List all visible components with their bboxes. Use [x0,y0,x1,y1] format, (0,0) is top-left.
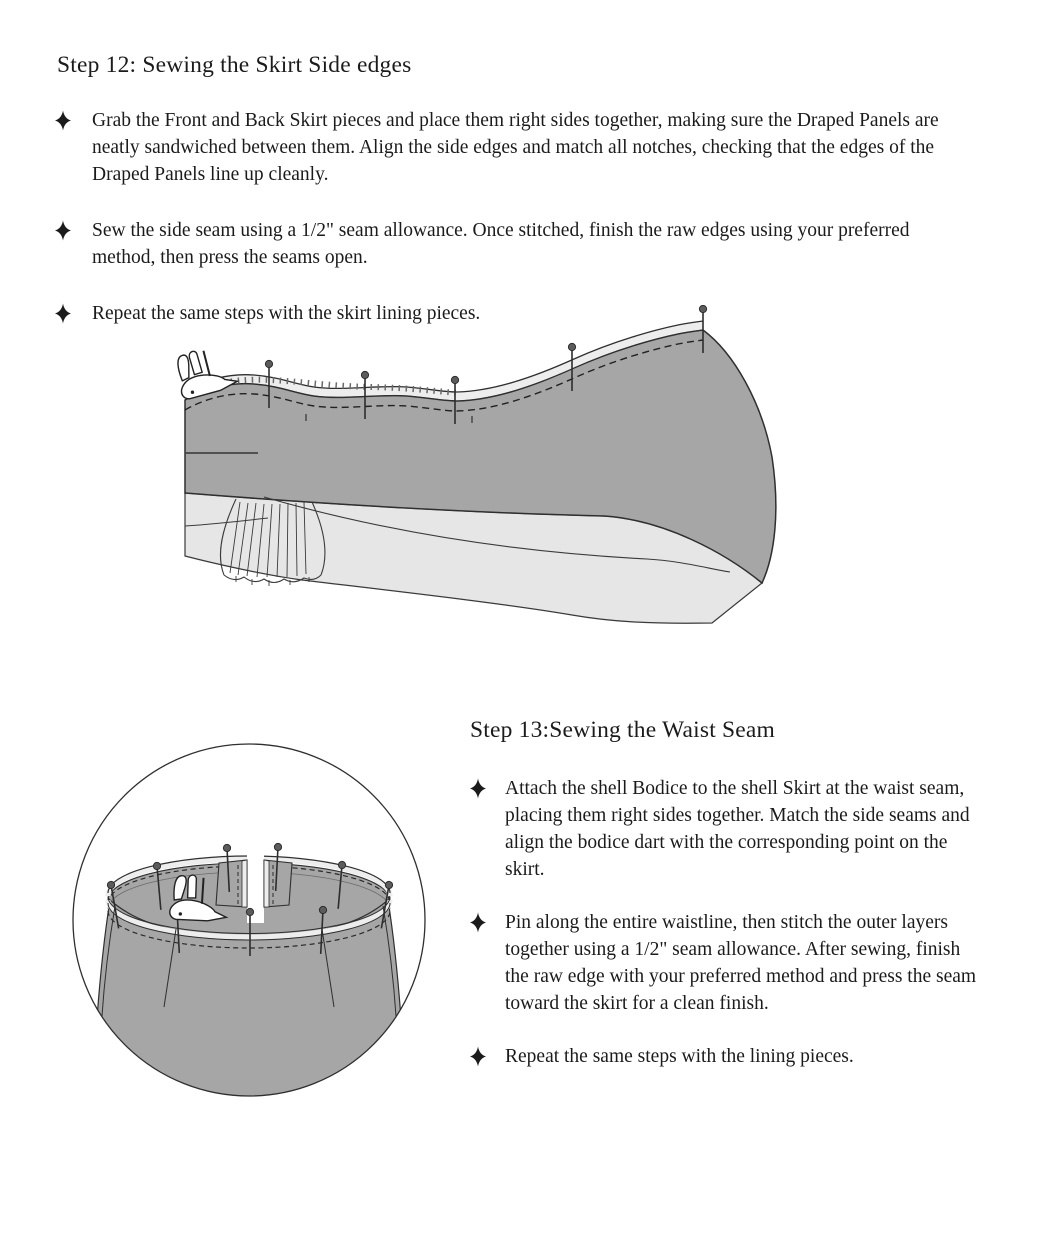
bullet-text: Pin along the entire waistline, then stitch the outer layers together using a 1/2" seam allowance. After sewing, finish the raw edge with your preferred method and press the seam toward the skirt for a clean finish. [505,912,977,1014]
list-item [470,1043,1010,1070]
bullet-text: Repeat the same steps with the lining pieces. [505,1046,854,1067]
seam-flap-left [216,860,247,907]
skirt-side-seam-illustration [172,305,792,635]
step13-title: Step 13:Sewing the Waist Seam [470,717,776,743]
four-pointed-star-icon [55,220,71,241]
step13-bullet-list [470,775,1010,1096]
list-item [55,107,975,188]
bullet-text: Repeat the same steps with the skirt lining pieces. [92,303,481,324]
four-pointed-star-icon [55,303,71,324]
list-item [55,217,975,271]
four-pointed-star-icon [55,110,71,131]
step12-title: Step 12: Sewing the Skirt Side edges [57,52,412,78]
bullet-text: Grab the Front and Back Skirt pieces and place them right sides together, making sure the Draped Panels are neatly sandwiched between them. Align the side edges and match all notches, checking that the edges of the Draped Panels line up cleanly. [92,110,939,185]
list-item [470,909,1010,1017]
seam-flap-right [264,860,292,907]
four-pointed-star-icon [470,912,486,933]
bullet-text: Sew the side seam using a 1/2" seam allowance. Once stitched, finish the raw edges using your preferred method, then press the seams open. [92,220,910,268]
four-pointed-star-icon [470,778,486,799]
waist-seam-circle-illustration [70,733,428,1108]
four-pointed-star-icon [470,1046,486,1067]
list-item [470,775,1010,883]
bullet-text: Attach the shell Bodice to the shell Skirt at the waist seam, placing them right sides together. Match the side seams and align the bodice dart with the corresponding point on the skirt. [505,778,970,880]
